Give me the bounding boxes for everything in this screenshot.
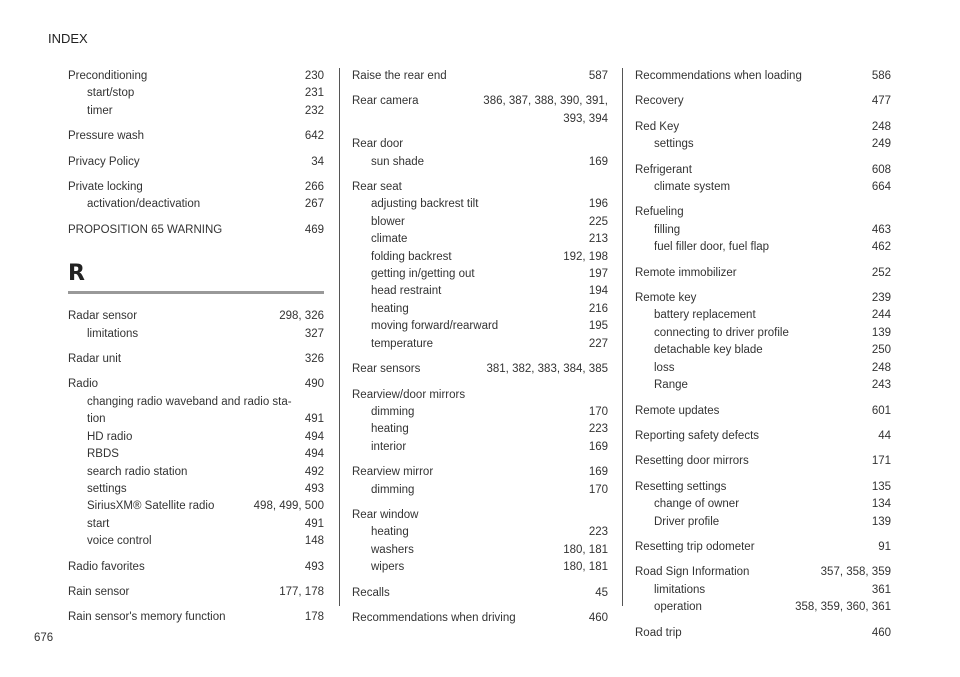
- index-pages: 469: [304, 223, 324, 236]
- index-term: Rear camera: [352, 95, 419, 108]
- index-pages: 34: [311, 155, 324, 168]
- index-pages: 460: [871, 626, 891, 639]
- index-entry: [635, 453, 891, 470]
- index-subterm: settings: [87, 482, 127, 495]
- column-divider: [622, 68, 623, 606]
- index-term: Rearview/door mirrors: [352, 388, 466, 401]
- index-entry-row: [68, 559, 324, 576]
- index-subpages: 494: [304, 430, 324, 443]
- index-subpages: 170: [588, 405, 608, 418]
- index-pages: 248: [871, 120, 891, 133]
- index-pages: 477: [871, 95, 891, 108]
- index-subpages: 148: [304, 535, 324, 548]
- index-subterm: folding backrest: [371, 250, 452, 263]
- index-column-2: [352, 68, 608, 635]
- index-subpages: 180, 181: [563, 561, 608, 574]
- index-pages: 169: [588, 466, 608, 479]
- index-subterm: search radio station: [87, 465, 188, 478]
- index-entry-row: [635, 68, 891, 85]
- index-pages: 587: [588, 70, 608, 82]
- index-subterm: change of owner: [654, 498, 740, 511]
- index-pages: 177, 178: [279, 585, 324, 598]
- index-entry-row: [352, 68, 608, 85]
- index-subterm: climate: [371, 233, 408, 246]
- index-entry-row: [68, 609, 324, 626]
- index-subpages: 170: [588, 483, 608, 496]
- index-subpages: 248: [871, 361, 891, 374]
- index-subentry-row: [68, 411, 324, 428]
- index-subentry-row: [68, 85, 324, 102]
- index-subpages: 196: [588, 198, 608, 211]
- index-term: Rear seat: [352, 181, 402, 194]
- index-term: Recommendations when driving: [352, 611, 516, 624]
- index-entry: [68, 609, 324, 626]
- index-term: Rear sensors: [352, 363, 421, 376]
- index-entry: [352, 361, 608, 378]
- index-subentry-row: [635, 179, 891, 196]
- index-pages: 298, 326: [279, 310, 324, 323]
- index-subpages: 491: [304, 517, 324, 530]
- index-entry: [352, 464, 608, 499]
- index-pages: 44: [878, 429, 891, 442]
- index-subterm: changing radio waveband and radio sta-: [87, 395, 292, 408]
- index-entry-row: [635, 625, 891, 642]
- index-entry: [68, 308, 324, 343]
- index-term: Road Sign Information: [635, 566, 750, 579]
- index-pages: 178: [304, 611, 324, 624]
- index-subterm: limitations: [654, 583, 706, 596]
- index-entry-row: [352, 179, 608, 196]
- section-letter: R: [68, 261, 85, 287]
- index-subpages: 361: [871, 583, 891, 596]
- index-entry: [68, 376, 324, 550]
- index-pages: 45: [595, 586, 608, 599]
- index-entry-row: [635, 265, 891, 282]
- index-subpages: 169: [588, 440, 608, 453]
- index-subpages: 491: [304, 413, 324, 426]
- index-subentry-row: [635, 222, 891, 239]
- index-subentry-row: [352, 196, 608, 213]
- index-subterm: start: [87, 517, 110, 530]
- index-entry-row: [352, 93, 608, 110]
- index-pages: 91: [878, 540, 891, 553]
- index-entry-row: [635, 290, 891, 307]
- index-subterm: voice control: [87, 535, 152, 548]
- index-term: Resetting door mirrors: [635, 455, 749, 468]
- index-subentry-row: [352, 214, 608, 231]
- index-subentry-row: [352, 482, 608, 499]
- index-column-3: [635, 68, 891, 650]
- index-entry: [635, 564, 891, 616]
- index-subpages: 225: [588, 215, 608, 228]
- index-entry: [352, 68, 608, 85]
- index-entry: [68, 584, 324, 601]
- index-entry: [68, 222, 324, 239]
- index-column-1: [68, 68, 324, 635]
- index-entry-row: [352, 464, 608, 481]
- index-term: Remote immobilizer: [635, 266, 737, 279]
- index-subpages: 243: [871, 379, 891, 392]
- index-subpages: 192, 198: [563, 250, 608, 263]
- index-entry: [68, 559, 324, 576]
- index-entry: [352, 585, 608, 602]
- index-entry-row: [68, 584, 324, 601]
- index-subpages: 197: [588, 268, 608, 281]
- index-entry: [352, 93, 608, 128]
- index-subentry-row: [635, 325, 891, 342]
- page-header-title: INDEX: [48, 31, 88, 46]
- index-pages: 326: [304, 353, 324, 366]
- index-subentry-row: [635, 307, 891, 324]
- index-term: Rain sensor's memory function: [68, 611, 226, 624]
- index-pages: 266: [304, 181, 324, 194]
- index-term: Preconditioning: [68, 70, 148, 82]
- index-entry: [635, 119, 891, 154]
- index-subentry-row: [352, 542, 608, 559]
- index-subentry-row: [68, 516, 324, 533]
- index-entry-row: [352, 507, 608, 524]
- index-entry-row: [635, 428, 891, 445]
- index-subentry-row: [635, 582, 891, 599]
- index-pages: 586: [871, 70, 891, 82]
- index-term: Recovery: [635, 95, 684, 108]
- index-subterm: heating: [371, 423, 409, 436]
- index-entry: [68, 179, 324, 214]
- index-subterm: Driver profile: [654, 515, 720, 528]
- index-subpages: 498, 499, 500: [253, 500, 324, 513]
- index-subpages: 180, 181: [563, 543, 608, 556]
- index-subentry-row: [635, 136, 891, 153]
- index-subterm: adjusting backrest tilt: [371, 198, 479, 211]
- index-subpages: 494: [304, 448, 324, 461]
- index-term: Pressure wash: [68, 130, 145, 143]
- index-entry: [635, 68, 891, 85]
- index-pages: 171: [871, 455, 891, 468]
- index-entry: [635, 265, 891, 282]
- index-pages: 381, 382, 383, 384, 385: [486, 363, 608, 376]
- index-subterm: limitations: [87, 327, 139, 340]
- index-subpages: 249: [871, 138, 891, 151]
- index-subterm: temperature: [371, 337, 434, 350]
- index-subpages: 244: [871, 309, 891, 322]
- index-subterm: settings: [654, 138, 694, 151]
- index-subpages: 227: [588, 337, 608, 350]
- index-subentry-row: [68, 481, 324, 498]
- index-subterm: head restraint: [371, 285, 442, 298]
- index-subterm: moving forward/rearward: [371, 320, 499, 333]
- index-subterm: detachable key blade: [654, 344, 763, 357]
- index-entry-row: [68, 154, 324, 171]
- index-subentry-row: [352, 559, 608, 576]
- index-term: Privacy Policy: [68, 155, 140, 168]
- index-entry: [68, 351, 324, 368]
- index-subterm: connecting to driver profile: [654, 326, 789, 339]
- index-subterm: battery replacement: [654, 309, 756, 322]
- index-term: Road trip: [635, 626, 682, 639]
- index-entry: [635, 479, 891, 531]
- index-subentry-row: [352, 266, 608, 283]
- index-term: Private locking: [68, 181, 143, 194]
- index-term: Remote key: [635, 292, 697, 305]
- index-subterm: operation: [654, 601, 702, 614]
- index-subentry-row: [68, 533, 324, 550]
- index-subpages: 169: [588, 155, 608, 168]
- index-subpages: 493: [304, 482, 324, 495]
- index-subentry-row: [635, 342, 891, 359]
- index-subentry-row: [352, 439, 608, 456]
- index-subentry-row: [68, 326, 324, 343]
- index-subterm: Range: [654, 379, 688, 392]
- index-term: Raise the rear end: [352, 70, 447, 82]
- index-subentry-row: [68, 498, 324, 515]
- index-subterm: SiriusXM® Satellite radio: [87, 500, 215, 513]
- index-subpages: 194: [588, 285, 608, 298]
- index-pages-continued: 393, 394: [563, 112, 608, 125]
- index-subterm: timer: [87, 104, 113, 117]
- index-subterm: climate system: [654, 181, 731, 194]
- index-entry-row: [68, 68, 324, 85]
- index-entry: [68, 68, 324, 120]
- index-subpages: 231: [304, 87, 324, 100]
- index-pages: 490: [304, 378, 324, 391]
- index-subterm: filling: [654, 223, 681, 236]
- index-subentry-row: [635, 599, 891, 616]
- index-term: Rain sensor: [68, 585, 130, 598]
- index-pages: 252: [871, 266, 891, 279]
- index-subterm: wipers: [371, 561, 405, 574]
- index-term: Resetting trip odometer: [635, 540, 755, 553]
- index-subpages: 134: [871, 498, 891, 511]
- index-pages: 386, 387, 388, 390, 391,: [483, 95, 608, 108]
- index-entry-row: [635, 479, 891, 496]
- index-subentry-row: [352, 249, 608, 266]
- index-pages: 239: [871, 292, 891, 305]
- index-subpages: 358, 359, 360, 361: [795, 601, 891, 614]
- index-term: Recalls: [352, 586, 390, 599]
- index-entry-row: [352, 610, 608, 627]
- index-subpages: 463: [871, 223, 891, 236]
- index-term: Remote updates: [635, 404, 720, 417]
- index-entry: [352, 507, 608, 577]
- index-subterm: fuel filler door, fuel flap: [654, 241, 770, 254]
- index-entry-row: [352, 361, 608, 378]
- index-term: Reporting safety defects: [635, 429, 760, 442]
- index-subterm: interior: [371, 440, 407, 453]
- section-rule: [68, 291, 324, 294]
- index-entry-row: [68, 376, 324, 393]
- index-subterm: heating: [371, 302, 409, 315]
- index-subentry-row: [635, 239, 891, 256]
- index-subpages: 223: [588, 526, 608, 539]
- index-subpages: 139: [871, 326, 891, 339]
- index-subpages: 216: [588, 302, 608, 315]
- index-entry-row: [635, 204, 891, 221]
- index-subentry-row: [635, 360, 891, 377]
- index-term: PROPOSITION 65 WARNING: [68, 223, 223, 236]
- index-subpages: 232: [304, 104, 324, 117]
- index-entry-row: [68, 308, 324, 325]
- index-entry-row: [68, 222, 324, 239]
- index-entry-row: [68, 351, 324, 368]
- index-pages: 460: [588, 611, 608, 624]
- index-entry-row: [635, 162, 891, 179]
- index-entry: [635, 625, 891, 642]
- index-term: Resetting settings: [635, 480, 727, 493]
- index-entry: [635, 428, 891, 445]
- index-entry: [635, 204, 891, 256]
- index-subentry-row: [68, 429, 324, 446]
- index-subpages: 250: [871, 344, 891, 357]
- index-subentry-row: [635, 514, 891, 531]
- index-entry-row: [635, 453, 891, 470]
- index-term: Rearview mirror: [352, 466, 434, 479]
- page-number: 676: [34, 632, 54, 644]
- index-subentry-row: [352, 404, 608, 421]
- index-term: Radio favorites: [68, 560, 145, 573]
- index-term: Radar unit: [68, 353, 122, 366]
- index-entry: [352, 179, 608, 353]
- index-entry-row: [635, 119, 891, 136]
- index-subterm: washers: [371, 543, 414, 556]
- index-subentry-row: [352, 283, 608, 300]
- index-pages: 493: [304, 560, 324, 573]
- index-entry: [68, 154, 324, 171]
- index-entry-row: [352, 585, 608, 602]
- index-subentry-row: [635, 496, 891, 513]
- index-subentry-row: [68, 196, 324, 213]
- index-subterm: sun shade: [371, 155, 425, 168]
- index-pages: 357, 358, 359: [820, 566, 891, 579]
- index-entry: [635, 403, 891, 420]
- index-entry: [635, 162, 891, 197]
- index-subterm: dimming: [371, 483, 415, 496]
- index-entry-row: [635, 403, 891, 420]
- index-pages: 608: [871, 163, 891, 176]
- index-subterm: start/stop: [87, 87, 135, 100]
- index-subpages: 492: [304, 465, 324, 478]
- index-subpages: 213: [588, 233, 608, 246]
- index-subentry-row: [68, 446, 324, 463]
- index-term: Recommendations when loading: [635, 70, 802, 82]
- index-entry-row: [635, 93, 891, 110]
- index-term: Radar sensor: [68, 310, 138, 323]
- index-subterm: blower: [371, 215, 405, 228]
- index-entry-row: [352, 136, 608, 153]
- index-entry: [352, 387, 608, 457]
- index-pages: 230: [304, 70, 324, 82]
- index-pages: 601: [871, 404, 891, 417]
- index-entry: [635, 93, 891, 110]
- index-subpages: 195: [588, 320, 608, 333]
- index-term: Refrigerant: [635, 163, 692, 176]
- index-subentry-row: [68, 103, 324, 120]
- index-entry: [352, 136, 608, 171]
- index-entry: [68, 128, 324, 145]
- index-subpages: 139: [871, 515, 891, 528]
- index-subpages: 462: [871, 241, 891, 254]
- section-letter-block: [68, 261, 324, 294]
- index-term: Refueling: [635, 206, 684, 219]
- index-subpages: 327: [304, 327, 324, 340]
- column-divider: [339, 68, 340, 606]
- index-subterm: tion: [87, 413, 106, 426]
- index-subterm: dimming: [371, 405, 415, 418]
- index-entry-row: [635, 564, 891, 581]
- index-subentry-row: [352, 231, 608, 248]
- index-subterm: heating: [371, 526, 409, 539]
- index-subterm: loss: [654, 361, 675, 374]
- index-term: Rear door: [352, 138, 404, 151]
- index-entry-row: [352, 387, 608, 404]
- index-entry-row: [68, 179, 324, 196]
- index-subentry-row: [352, 318, 608, 335]
- index-term: Red Key: [635, 120, 680, 133]
- index-subpages: 267: [304, 198, 324, 211]
- index-subentry-row: [68, 394, 324, 411]
- index-subentry-row: [352, 524, 608, 541]
- index-subterm: HD radio: [87, 430, 133, 443]
- index-subentry-row: [68, 464, 324, 481]
- index-subterm: RBDS: [87, 448, 119, 461]
- index-term: Radio: [68, 378, 99, 391]
- index-entry: [635, 290, 891, 394]
- index-subentry-row: [635, 377, 891, 394]
- index-subterm: getting in/getting out: [371, 268, 475, 281]
- index-subentry-row: [352, 154, 608, 171]
- index-entry-row: [635, 539, 891, 556]
- index-entry: [352, 610, 608, 627]
- index-subterm: activation/deactivation: [87, 198, 201, 211]
- index-pages: 642: [304, 130, 324, 143]
- index-subpages: 223: [588, 423, 608, 436]
- index-subpages: 664: [871, 181, 891, 194]
- index-entry-row: [68, 128, 324, 145]
- index-subentry-row: [352, 336, 608, 353]
- index-term: Rear window: [352, 508, 419, 521]
- index-subentry-row: [352, 421, 608, 438]
- index-entry: [635, 539, 891, 556]
- index-subentry-row: [352, 301, 608, 318]
- index-pages: 135: [871, 480, 891, 493]
